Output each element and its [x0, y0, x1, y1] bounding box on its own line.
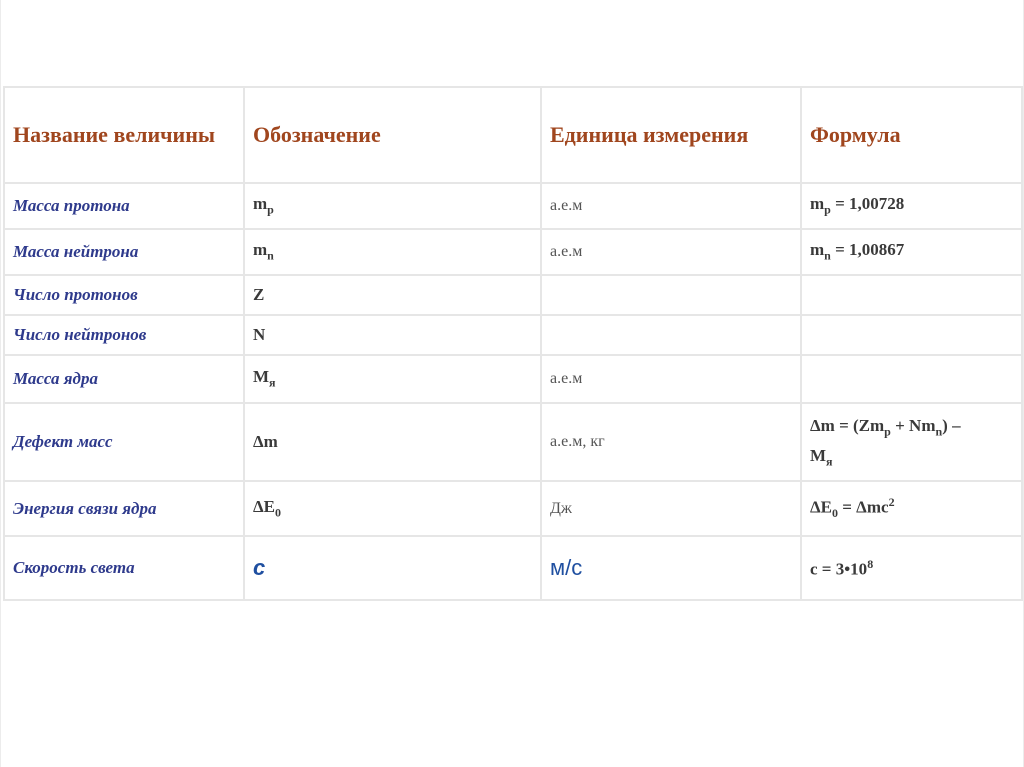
- quantity-name: Масса протона: [4, 183, 244, 229]
- quantity-symbol: $m_p$: [244, 183, 541, 229]
- quantity-symbol: Z: [244, 275, 541, 315]
- header-symbol: Обозначение: [244, 87, 541, 183]
- quantity-unit: а.е.м, кг: [541, 403, 801, 481]
- quantity-unit: а.е.м: [541, 229, 801, 275]
- quantity-symbol: $m_n$: [244, 229, 541, 275]
- quantity-name: Скорость света: [4, 536, 244, 600]
- quantity-unit: а.е.м: [541, 355, 801, 403]
- quantity-formula: $c = 3•10^8$: [801, 536, 1022, 600]
- quantity-unit: м/с: [541, 536, 801, 600]
- table-row: [4, 355, 1022, 403]
- physical-quantities-table: [3, 86, 1023, 601]
- quantity-formula: $\Delta E_0 = \Delta mc^2$: [801, 481, 1022, 536]
- table-row: [4, 183, 1022, 229]
- table-row: [4, 536, 1022, 600]
- quantity-unit: [541, 315, 801, 355]
- table-row: [4, 229, 1022, 275]
- quantity-formula: $m_n = 1,00867$: [801, 229, 1022, 275]
- quantity-name: Масса ядра: [4, 355, 244, 403]
- table-row: [4, 275, 1022, 315]
- quantity-formula: [801, 275, 1022, 315]
- table-header-row: [4, 87, 1022, 183]
- quantity-symbol: N: [244, 315, 541, 355]
- quantity-unit: Дж: [541, 481, 801, 536]
- quantity-name: Энергия связи ядра: [4, 481, 244, 536]
- header-name: Название величины: [4, 87, 244, 183]
- quantity-name: Дефект масс: [4, 403, 244, 481]
- quantity-symbol: Δm: [244, 403, 541, 481]
- table-row: [4, 481, 1022, 536]
- quantity-formula: [801, 355, 1022, 403]
- quantity-name: Число протонов: [4, 275, 244, 315]
- quantity-unit: [541, 275, 801, 315]
- table-row: [4, 403, 1022, 481]
- quantity-unit: а.е.м: [541, 183, 801, 229]
- header-unit: Единица измерения: [541, 87, 801, 183]
- table-row: [4, 315, 1022, 355]
- quantity-formula: $m_p = 1,00728$: [801, 183, 1022, 229]
- quantity-formula: $\Delta m = (Zm_p + Nm_n)$ – $M_я$: [801, 403, 1022, 481]
- quantity-symbol: $M_я$: [244, 355, 541, 403]
- quantity-formula: [801, 315, 1022, 355]
- quantity-symbol: c: [244, 536, 541, 600]
- quantity-name: Число нейтронов: [4, 315, 244, 355]
- quantity-symbol: $\Delta E_0$: [244, 481, 541, 536]
- quantity-name: Масса нейтрона: [4, 229, 244, 275]
- header-formula: Формула: [801, 87, 1022, 183]
